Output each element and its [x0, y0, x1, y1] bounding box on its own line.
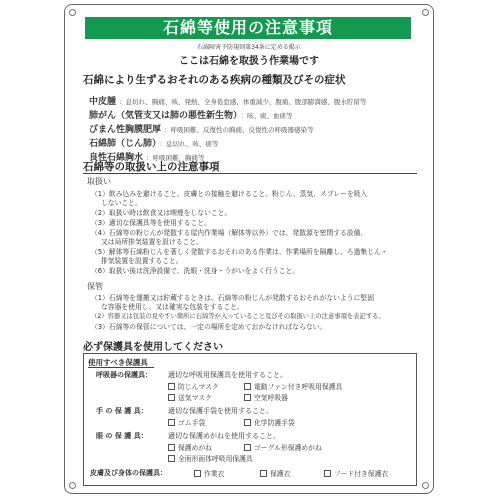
storage-label: 保管: [87, 282, 103, 291]
disease-symptoms: ：息切れ、咳、痰等: [159, 140, 219, 148]
storage-item-cont: な容器を使用し、又は確実な包装をすること。: [101, 303, 244, 311]
ppe-label-body: 皮膚及び身体の保護具：: [90, 469, 167, 477]
ppe-option-label: 保護衣: [270, 470, 291, 478]
ppe-option[interactable]: [324, 468, 388, 478]
ppe-option[interactable]: [244, 442, 322, 452]
ppe-option-label: 作業衣: [204, 470, 225, 478]
ppe-warning: 必ず保護具を使用してください: [83, 342, 223, 353]
disease-name: 石綿肺（じん肺）: [89, 139, 157, 149]
safety-sign-board: [64, 4, 434, 494]
ppe-option[interactable]: [260, 468, 290, 478]
storage-item: （3）石綿等の保管については、一定の場所を定めておかなければならない。: [91, 323, 327, 331]
handling-item-cont: 排気装置を設置すること。: [101, 257, 183, 265]
ppe-instruction: 適切な保護めがねを使用すること。: [168, 432, 280, 440]
ppe-option-label: 化学防護手袋: [254, 419, 295, 427]
ppe-option[interactable]: [244, 392, 288, 402]
ppe-option[interactable]: [194, 468, 224, 478]
ppe-option[interactable]: [168, 442, 212, 452]
handling-item: （4）石綿等の粉じんが発散する屋内作業場（解体等以外）では、発散源を密閉する設備、: [91, 229, 368, 237]
disease-name: 肺がん（気管支又は肺の悪性新生物）: [89, 111, 238, 121]
disease-name: 中皮腫: [89, 97, 117, 107]
ppe-option-label: 全面形面体呼吸用保護具: [178, 455, 253, 463]
ppe-option-label: ゴム手袋: [178, 419, 206, 427]
checkbox[interactable]: [168, 394, 175, 401]
disease-symptoms: ：呼吸困難、反復性の胸痛、反復性の呼吸器感染等: [164, 126, 314, 134]
disease-symptoms: ：呼吸困難、胸痛等: [146, 154, 205, 162]
disease-name: 良性石綿胸水: [89, 153, 144, 163]
disease-symptoms: ：息切れ、胸痛、咳、発熱、全身倦怠感、体重減少、腹痛、腹部膨満感、腹水貯留等: [119, 98, 367, 106]
ppe-option-label: 送気マスク: [178, 394, 212, 402]
ppe-option-label: 電動ファン付き呼吸用保護具: [254, 383, 343, 391]
checkbox[interactable]: [168, 444, 175, 451]
handling-item: （3）適切な保護具等を使用すること。: [91, 219, 211, 227]
heading-underline: [88, 367, 154, 368]
ppe-option-label: 空気呼吸器: [254, 394, 288, 402]
checkbox[interactable]: [168, 419, 175, 426]
ppe-option-label: フード付き保護衣: [334, 470, 389, 478]
handling-label: 取扱い: [87, 177, 111, 186]
checkbox[interactable]: [168, 455, 175, 462]
ppe-option[interactable]: [244, 381, 342, 391]
mounting-hole: [422, 482, 429, 489]
mounting-hole: [69, 482, 76, 489]
storage-item: （2）容器又は包装の見やすい箇所に石綿等が入っていること及びその取扱い上の注意事項を表記する。: [91, 313, 385, 320]
ppe-instruction: 適切な呼吸用保護具を使用すること。: [168, 371, 287, 379]
ppe-label-hands: 手 の 保 護 具：: [96, 407, 148, 415]
ppe-heading: 使用すべき保護具: [88, 358, 148, 367]
ppe-option[interactable]: [244, 417, 295, 427]
handling-item-cont: しないこと。: [101, 199, 142, 207]
handling-item: （1）飲み込みを避けること。皮膚との接触を避けること。粉じん、蒸気、スプレーを吸入: [91, 190, 368, 198]
disease-symptoms: ：咳、痰、血痰等: [240, 112, 293, 120]
handling-item: （5）解体等石綿粉じんを著しく発散するおそれのある作業は、作業場所を隔離し、ろ過集じん・: [91, 248, 388, 256]
ppe-label-respiratory: 呼吸器の保護具：: [96, 371, 152, 379]
checkbox[interactable]: [168, 383, 175, 390]
checkbox[interactable]: [244, 444, 251, 451]
mounting-hole: [69, 9, 76, 16]
ppe-option-label: ゴーグル形保護めがね: [254, 444, 322, 452]
workplace-notice: ここは石綿を取扱う作業場です: [179, 56, 319, 67]
handling-item-cont: 又は局所排気装置を設けること。: [101, 238, 203, 246]
ppe-option[interactable]: [168, 453, 253, 463]
ppe-option[interactable]: [168, 392, 212, 402]
ppe-label-eyes: 眼 の 保 護 具：: [96, 432, 148, 440]
handling-item: （2）取扱い時は飲食又は喫煙をしないこと。: [91, 209, 232, 217]
disease-name: びまん性胸膜肥厚: [89, 125, 162, 135]
storage-item: （1）石綿等を運搬又は貯蔵するときは、石綿等の粉じんが発散するおそれがないように堅固: [91, 294, 374, 302]
handling-heading: 石綿等の取扱い上の注意事項: [83, 161, 220, 173]
sign-title: 石綿等使用の注意事項: [85, 17, 411, 39]
checkbox[interactable]: [194, 470, 201, 477]
checkbox[interactable]: [260, 470, 267, 477]
section-divider: [83, 173, 417, 174]
ppe-option[interactable]: [168, 417, 205, 427]
checkbox[interactable]: [244, 394, 251, 401]
checkbox[interactable]: [244, 383, 251, 390]
ppe-option-label: 保護めがね: [178, 444, 212, 452]
ppe-option[interactable]: [168, 381, 219, 391]
mounting-hole: [422, 9, 429, 16]
disease-heading: 石綿により生ずるおそれのある疾病の種類及びその症状: [83, 74, 346, 86]
ppe-instruction: 適切な保護手袋を使用すること。: [168, 407, 273, 415]
ppe-option-label: 防じんマスク: [178, 383, 219, 391]
checkbox[interactable]: [244, 419, 251, 426]
checkbox[interactable]: [324, 470, 331, 477]
handling-item: （6）取扱い後は洗浄設備で、洗眼・洗身・うがいをよく行うこと。: [91, 267, 300, 275]
regulation-subtitle: 石綿障害予防規則第34条に定める掲示: [197, 44, 301, 51]
ppe-panel: [83, 353, 417, 486]
